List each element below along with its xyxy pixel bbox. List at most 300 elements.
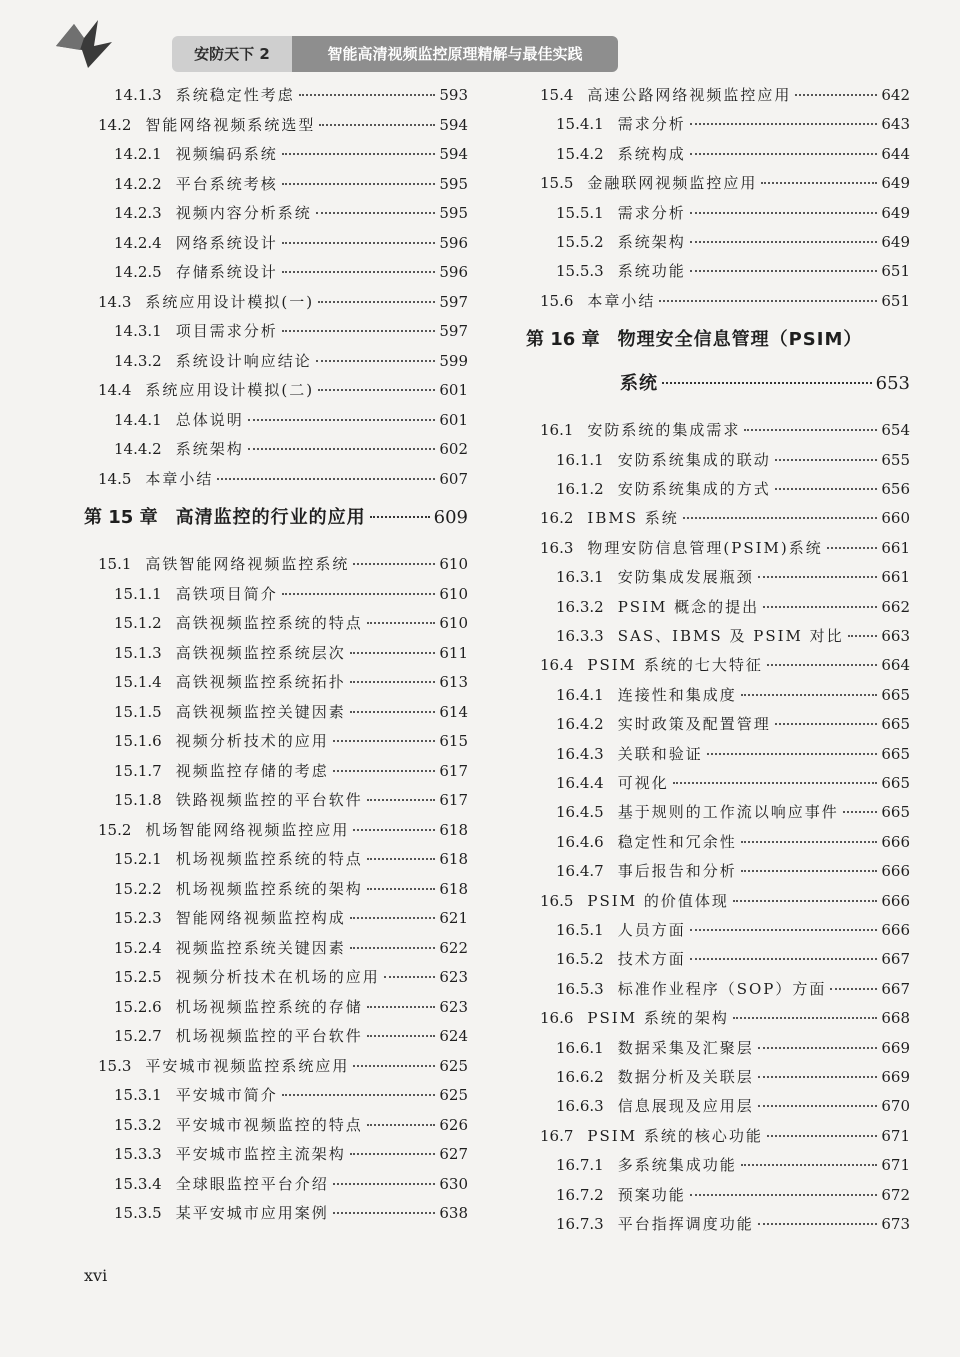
leader-dots (827, 547, 878, 549)
entry-page: 661 (881, 538, 910, 557)
toc-subsection[interactable] (556, 860, 910, 882)
entry-page: 621 (439, 909, 468, 927)
toc-section[interactable] (540, 654, 910, 676)
entry-page: 642 (881, 86, 910, 104)
entry-number: 15.1.8 (114, 791, 162, 809)
leader-dots (333, 770, 436, 772)
entry-number: 16.4.7 (556, 862, 604, 881)
chapter-number: 第 15 章 (84, 507, 158, 528)
entry-number: 16.5.2 (556, 950, 604, 969)
entry-title: 高速公路网络视频监控应用 (587, 86, 792, 104)
toc-subsection[interactable] (556, 596, 910, 618)
entry-number: 14.3 (98, 292, 132, 311)
leader-dots (282, 183, 436, 185)
toc-subsection[interactable] (114, 84, 468, 106)
toc-section[interactable] (540, 84, 910, 106)
entry-title: 机场视频监控系统的特点 (175, 850, 363, 868)
entry-page: 671 (881, 1126, 910, 1145)
entry-page: 627 (439, 1145, 468, 1163)
entry-title: 系统构成 (617, 144, 686, 163)
leader-dots (350, 947, 436, 949)
entry-page: 664 (881, 656, 910, 675)
entry-number: 15.2 (98, 820, 132, 839)
entry-title: 技术方面 (617, 950, 686, 969)
entry-number: 16.2 (540, 509, 574, 528)
toc-section[interactable] (98, 819, 468, 841)
entry-title: 网络系统设计 (175, 233, 278, 252)
toc-subsection[interactable] (114, 261, 468, 283)
entry-title: 需求分析 (617, 203, 686, 222)
entry-title: 机场视频监控的平台软件 (175, 1027, 363, 1045)
leader-dots (733, 900, 878, 902)
entry-number: 16.7.2 (556, 1185, 604, 1204)
toc-subsection[interactable] (114, 438, 468, 460)
entry-title: PSIM 的价值体现 (587, 891, 729, 910)
series-title: 安防天下 2 (172, 36, 292, 72)
entry-title: 平安城市监控主流架构 (175, 1145, 346, 1163)
toc-section[interactable] (98, 553, 468, 575)
toc-subsection[interactable] (556, 772, 910, 794)
entry-title: 机场智能网络视频监控应用 (145, 820, 350, 839)
toc-section[interactable] (540, 537, 910, 559)
entry-title: 平安城市视频监控的特点 (175, 1115, 363, 1134)
entry-title: 高铁视频监控关键因素 (175, 702, 346, 721)
leader-dots (367, 858, 436, 860)
entry-title: PSIM 系统的架构 (587, 1009, 729, 1028)
chapter-page: 653 (875, 373, 910, 395)
entry-number: 15.3.2 (114, 1115, 162, 1134)
toc-subsection[interactable] (556, 231, 910, 253)
leader-dots (367, 799, 436, 801)
entry-title: 全球眼监控平台介绍 (175, 1174, 329, 1193)
entry-title: 高铁项目简介 (175, 584, 278, 603)
entry-title: 系统功能 (617, 262, 686, 281)
entry-title: 物理安防信息管理(PSIM)系统 (587, 538, 823, 557)
entry-number: 15.3.5 (114, 1204, 162, 1222)
leader-dots (763, 606, 877, 608)
toc-subsection[interactable] (556, 478, 910, 500)
entry-page: 660 (881, 509, 910, 528)
toc-section[interactable] (98, 468, 468, 490)
toc-subsection[interactable] (114, 1202, 468, 1224)
entry-page: 638 (439, 1204, 468, 1222)
entry-number: 15.5.3 (556, 262, 604, 281)
toc-section[interactable] (540, 507, 910, 529)
entry-number: 15.1.4 (114, 673, 162, 691)
entry-number: 15.2.5 (114, 968, 162, 986)
toc-subsection[interactable] (556, 684, 910, 706)
entry-title: 标准作业程序（SOP）方面 (617, 979, 827, 998)
entry-page: 617 (439, 761, 468, 780)
toc-section[interactable] (540, 1125, 910, 1147)
toc-subsection[interactable] (114, 937, 468, 959)
toc-subsection[interactable] (556, 1213, 910, 1235)
leader-dots (248, 448, 436, 450)
leader-dots (843, 811, 878, 813)
toc-subsection[interactable] (556, 143, 910, 165)
entry-number: 16.1.2 (556, 480, 604, 498)
toc-subsection[interactable] (556, 566, 910, 588)
entry-page: 596 (439, 263, 468, 281)
toc-chapter[interactable] (526, 327, 910, 353)
entry-page: 669 (881, 1068, 910, 1086)
entry-page: 665 (881, 803, 910, 822)
leader-dots (683, 517, 878, 519)
entry-title: 系统设计响应结论 (175, 351, 312, 370)
entry-title: 视频监控系统关键因素 (175, 938, 346, 957)
entry-number: 16.3 (540, 538, 574, 557)
entry-page: 643 (881, 115, 910, 134)
leader-dots (217, 478, 435, 480)
entry-title: 机场视频监控系统的存储 (175, 997, 363, 1016)
entry-number: 15.2.1 (114, 850, 162, 868)
entry-page: 651 (881, 291, 910, 310)
entry-page: 665 (881, 774, 910, 792)
entry-number: 14.2.1 (114, 145, 162, 163)
entry-number: 16.7.1 (556, 1156, 604, 1175)
entry-number: 16.1.1 (556, 450, 604, 469)
entry-title: 项目需求分析 (175, 322, 278, 340)
toc-subsection[interactable] (114, 1173, 468, 1195)
entry-number: 15.4 (540, 86, 574, 104)
entry-title: 系统应用设计模拟(二) (145, 381, 315, 399)
entry-title: 基于规则的工作流以响应事件 (617, 803, 839, 822)
entry-number: 14.2.2 (114, 174, 162, 193)
toc-subsection[interactable] (114, 907, 468, 929)
entry-number: 16.6.1 (556, 1038, 604, 1057)
entry-page: 671 (881, 1156, 910, 1175)
entry-number: 15.1.7 (114, 761, 162, 780)
leader-dots (741, 841, 878, 843)
toc-subsection[interactable] (556, 449, 910, 471)
toc-subsection[interactable] (114, 1114, 468, 1136)
entry-page: 623 (439, 997, 468, 1016)
entry-number: 16.4.5 (556, 803, 604, 822)
toc-subsection[interactable] (114, 730, 468, 752)
entry-number: 16.6.2 (556, 1068, 604, 1086)
toc-subsection[interactable] (114, 583, 468, 605)
entry-number: 15.2.3 (114, 909, 162, 927)
toc-subsection[interactable] (556, 202, 910, 224)
entry-title: 视频分析技术的应用 (175, 732, 329, 750)
entry-title: 视频内容分析系统 (175, 204, 312, 222)
leader-dots (795, 94, 877, 96)
leader-dots (741, 1164, 878, 1166)
toc-section[interactable] (540, 890, 910, 912)
leader-dots (282, 242, 436, 244)
toc-subsection[interactable] (556, 1066, 910, 1088)
entry-number: 16.4.1 (556, 685, 604, 704)
leader-dots (318, 301, 435, 303)
leader-dots (690, 958, 878, 960)
entry-page: 665 (881, 685, 910, 704)
entry-title: 系统架构 (175, 440, 244, 458)
entry-page: 665 (881, 744, 910, 763)
toc-subsection[interactable] (114, 671, 468, 693)
book-title: 智能高清视频监控原理精解与最佳实践 (292, 36, 618, 72)
leader-dots (350, 917, 436, 919)
toc-subsection[interactable] (114, 1084, 468, 1106)
entry-number: 15.1.2 (114, 614, 162, 632)
entry-number: 16.4 (540, 656, 574, 675)
leader-dots (767, 1135, 878, 1137)
toc-subsection[interactable] (114, 202, 468, 224)
entry-page: 649 (881, 203, 910, 222)
toc-subsection[interactable] (114, 173, 468, 195)
toc-section[interactable] (98, 291, 468, 313)
leader-dots (316, 212, 436, 214)
toc-subsection[interactable] (114, 966, 468, 988)
toc-subsection[interactable] (556, 1154, 910, 1176)
toc-subsection[interactable] (556, 948, 910, 970)
entry-title: PSIM 系统的七大特征 (587, 656, 763, 675)
entry-title: 本章小结 (587, 291, 656, 310)
toc-subsection[interactable] (556, 978, 910, 1000)
entry-title: 事后报告和分析 (617, 862, 737, 881)
leader-dots (758, 1076, 878, 1078)
entry-title: 铁路视频监控的平台软件 (175, 791, 363, 809)
toc-subsection[interactable] (556, 713, 910, 735)
entry-title: 高铁视频监控系统层次 (175, 643, 346, 662)
entry-title: 人员方面 (617, 921, 686, 939)
leader-dots (299, 94, 436, 96)
entry-title: 某平安城市应用案例 (175, 1204, 329, 1222)
leader-dots (350, 681, 436, 683)
entry-number: 15.1.5 (114, 702, 162, 721)
toc-subsection[interactable] (114, 848, 468, 870)
entry-number: 16.5.1 (556, 921, 604, 939)
toc-subsection[interactable] (114, 642, 468, 664)
entry-page: 625 (439, 1056, 468, 1075)
entry-number: 15.3.4 (114, 1174, 162, 1193)
entry-page: 613 (439, 673, 468, 691)
entry-number: 15.2.7 (114, 1027, 162, 1045)
entry-page: 626 (439, 1115, 468, 1134)
toc-subsection[interactable] (114, 350, 468, 372)
entry-title: 智能网络视频系统选型 (145, 115, 316, 134)
entry-number: 15.1 (98, 555, 132, 573)
entry-page: 597 (439, 292, 468, 311)
toc-subsection[interactable] (556, 743, 910, 765)
toc-section[interactable] (98, 1055, 468, 1077)
entry-title: 预案功能 (617, 1185, 686, 1204)
entry-title: 多系统集成功能 (617, 1156, 737, 1175)
entry-page: 595 (439, 204, 468, 222)
toc-subsection[interactable] (114, 701, 468, 723)
toc-subsection[interactable] (114, 878, 468, 900)
entry-title: 高铁智能网络视频监控系统 (145, 555, 350, 573)
toc-chapter-continued[interactable] (620, 371, 910, 397)
leader-dots (690, 212, 878, 214)
entry-page: 610 (439, 614, 468, 632)
toc-subsection[interactable] (556, 260, 910, 282)
entry-number: 15.4.2 (556, 144, 604, 163)
entry-page: 622 (439, 938, 468, 957)
entry-page: 617 (439, 791, 468, 809)
leader-dots (830, 988, 877, 990)
entry-page: 655 (881, 450, 910, 469)
entry-number: 16.4.2 (556, 715, 604, 734)
entry-number: 14.1.3 (114, 86, 162, 104)
toc-subsection[interactable] (114, 143, 468, 165)
toc-subsection[interactable] (556, 1037, 910, 1059)
entry-title: 稳定性和冗余性 (617, 832, 737, 851)
entry-page: 649 (881, 174, 910, 193)
toc-subsection[interactable] (114, 612, 468, 634)
toc-subsection[interactable] (114, 1025, 468, 1047)
leader-dots (248, 419, 436, 421)
entry-number: 15.3 (98, 1056, 132, 1075)
toc-section[interactable] (540, 290, 910, 312)
toc-subsection[interactable] (556, 1184, 910, 1206)
entry-page: 630 (439, 1174, 468, 1193)
leader-dots (848, 635, 878, 637)
leader-dots (367, 1124, 436, 1126)
entry-title: 存储系统设计 (175, 263, 278, 281)
leader-dots (350, 1153, 436, 1155)
toc-subsection[interactable] (556, 625, 910, 647)
entry-title: 视频分析技术在机场的应用 (175, 968, 380, 986)
chapter-title: 物理安全信息管理（PSIM） (617, 329, 863, 351)
entry-number: 15.4.1 (556, 115, 604, 134)
entry-title: 平台系统考核 (175, 174, 278, 193)
entry-title: 连接性和集成度 (617, 685, 737, 704)
toc-subsection[interactable] (114, 409, 468, 431)
leader-dots (758, 1047, 878, 1049)
leader-dots (741, 870, 878, 872)
toc-section[interactable] (540, 419, 910, 441)
entry-number: 16.6 (540, 1009, 574, 1028)
leader-dots (767, 664, 878, 666)
toc-subsection[interactable] (114, 760, 468, 782)
entry-title: 高铁视频监控系统的特点 (175, 614, 363, 632)
leader-dots (659, 300, 877, 302)
toc-subsection[interactable] (556, 113, 910, 135)
toc-subsection[interactable] (114, 1143, 468, 1165)
entry-number: 15.6 (540, 291, 574, 310)
entry-title: 系统稳定性考虑 (175, 86, 295, 104)
toc-subsection[interactable] (114, 232, 468, 254)
leader-dots (741, 694, 878, 696)
entry-number: 16.3.2 (556, 597, 604, 616)
leader-dots (761, 182, 877, 184)
entry-number: 14.4.2 (114, 440, 162, 458)
entry-page: 618 (439, 820, 468, 839)
entry-number: 14.3.1 (114, 322, 162, 340)
entry-title: 总体说明 (175, 410, 244, 429)
leader-dots (333, 1212, 436, 1214)
leader-dots (690, 241, 878, 243)
entry-page: 669 (881, 1038, 910, 1057)
entry-page: 670 (881, 1097, 910, 1116)
toc-section[interactable] (98, 114, 468, 136)
entry-page: 611 (439, 643, 468, 662)
leader-dots (282, 330, 436, 332)
toc-section[interactable] (540, 1007, 910, 1029)
entry-title: SAS、IBMS 及 PSIM 对比 (617, 627, 844, 645)
entry-title: 安防系统的集成需求 (587, 421, 741, 440)
entry-number: 14.2 (98, 115, 132, 134)
entry-number: 15.1.1 (114, 584, 162, 603)
entry-title: 信息展现及应用层 (617, 1097, 754, 1116)
leader-dots (384, 976, 436, 978)
book-logo-icon (54, 16, 118, 70)
entry-number: 16.7 (540, 1126, 574, 1145)
entry-page: 614 (439, 702, 468, 721)
toc-subsection[interactable] (556, 801, 910, 823)
toc-subsection[interactable] (114, 789, 468, 811)
leader-dots (282, 1094, 436, 1096)
entry-page: 644 (881, 144, 910, 163)
entry-title: 安防系统集成的联动 (617, 450, 771, 469)
entry-page: 666 (881, 862, 910, 881)
toc-section[interactable] (98, 379, 468, 401)
leader-dots (707, 753, 878, 755)
entry-title: 平安城市简介 (175, 1086, 278, 1104)
leader-dots (690, 270, 878, 272)
leader-dots (282, 153, 436, 155)
toc-section[interactable] (540, 172, 910, 194)
entry-title: 视频编码系统 (175, 145, 278, 163)
toc-subsection[interactable] (556, 831, 910, 853)
entry-number: 14.4.1 (114, 410, 162, 429)
entry-page: 666 (881, 921, 910, 939)
entry-number: 14.3.2 (114, 351, 162, 370)
entry-number: 16.4.4 (556, 774, 604, 792)
entry-page: 615 (439, 732, 468, 750)
entry-title: 系统架构 (617, 233, 686, 251)
entry-page: 667 (881, 979, 910, 998)
entry-title: 数据分析及关联层 (617, 1068, 754, 1086)
entry-title: PSIM 概念的提出 (617, 597, 760, 616)
toc-subsection[interactable] (114, 320, 468, 342)
entry-page: 595 (439, 174, 468, 193)
leader-dots (282, 271, 436, 273)
leader-dots (367, 1035, 436, 1037)
entry-number: 15.1.6 (114, 732, 162, 750)
entry-number: 16.5 (540, 891, 574, 910)
entry-number: 15.2.6 (114, 997, 162, 1016)
entry-title: 安防系统集成的方式 (617, 480, 771, 498)
toc-subsection[interactable] (556, 1095, 910, 1117)
toc-subsection[interactable] (556, 919, 910, 941)
entry-title: 系统应用设计模拟(一) (145, 292, 315, 311)
entry-page: 665 (881, 715, 910, 734)
entry-page: 661 (881, 568, 910, 587)
entry-number: 16.3.1 (556, 568, 604, 587)
leader-dots (319, 124, 435, 126)
entry-number: 16.6.3 (556, 1097, 604, 1116)
leader-dots (353, 829, 435, 831)
entry-page: 666 (881, 891, 910, 910)
leader-dots (370, 516, 430, 518)
entry-number: 14.4 (98, 381, 132, 399)
leader-dots (318, 389, 435, 391)
entry-number: 15.3.1 (114, 1086, 162, 1104)
entry-page: 662 (881, 597, 910, 616)
leader-dots (350, 652, 436, 654)
toc-chapter[interactable] (84, 505, 468, 531)
entry-number: 16.4.6 (556, 832, 604, 851)
entry-number: 15.5.2 (556, 233, 604, 251)
toc-subsection[interactable] (114, 996, 468, 1018)
entry-page: 654 (881, 421, 910, 440)
leader-dots (690, 123, 878, 125)
leader-dots (350, 711, 436, 713)
entry-title: 金融联网视频监控应用 (587, 174, 758, 193)
entry-page: 607 (439, 469, 468, 488)
entry-number: 16.3.3 (556, 627, 604, 645)
